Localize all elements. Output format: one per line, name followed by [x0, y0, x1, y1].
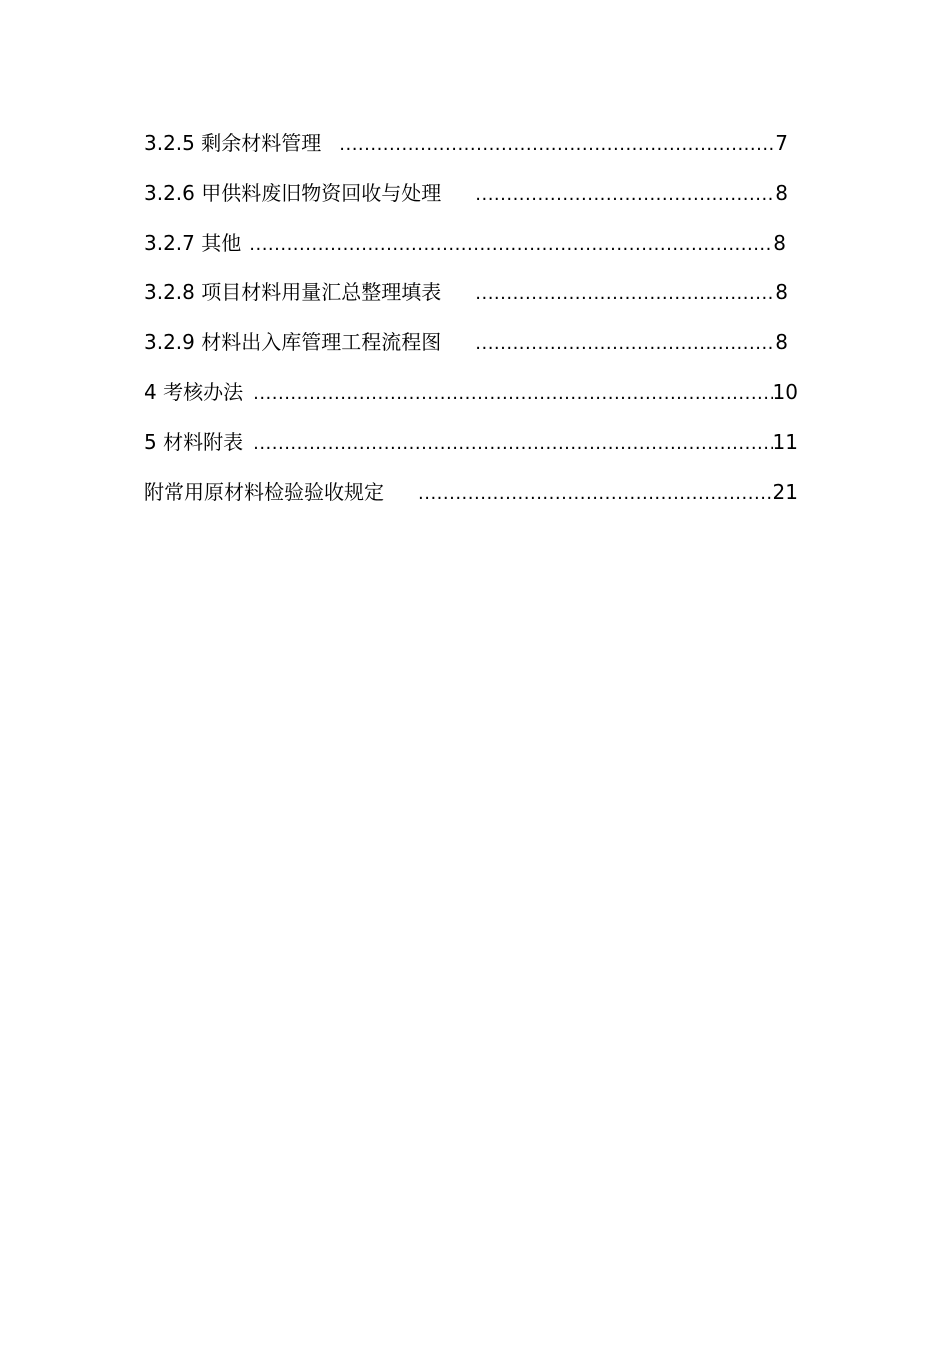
toc-entry[interactable]	[144, 277, 800, 327]
toc-entry-title: 3.2.9 材料出入库管理工程流程图	[144, 330, 442, 355]
toc-entry-title: 5 材料附表	[144, 429, 244, 454]
toc-entry[interactable]	[144, 128, 800, 178]
toc-entry-page: 8	[773, 230, 786, 255]
toc-entry[interactable]	[144, 178, 800, 228]
toc-entry[interactable]	[144, 377, 800, 427]
toc-entry-title: 4 考核办法	[144, 379, 244, 404]
toc-dot-leader	[475, 329, 775, 359]
toc-dot-leader	[418, 479, 773, 509]
toc-entry-title: 3.2.5 剩余材料管理	[144, 131, 322, 155]
toc-entry[interactable]	[144, 327, 800, 377]
toc-entry-page: 11	[772, 429, 798, 454]
toc-dot-leader	[253, 379, 772, 409]
toc-dot-leader	[249, 230, 773, 260]
toc-entry-title: 3.2.8 项目材料用量汇总整理填表	[144, 280, 442, 305]
toc-dot-leader	[253, 429, 772, 459]
toc-entry-page: 10	[772, 379, 798, 404]
toc-entry-title: 3.2.7 其他	[144, 230, 242, 255]
toc-entry-title: 3.2.6 甲供料废旧物资回收与处理	[144, 180, 442, 205]
toc-dot-leader	[475, 279, 775, 309]
table-of-contents	[144, 128, 800, 526]
toc-entry-title: 附常用原材料检验验收规定	[144, 479, 384, 504]
toc-entry-page: 8	[775, 330, 788, 355]
toc-dot-leader	[339, 130, 775, 160]
toc-entry-page: 21	[772, 479, 798, 504]
toc-entry[interactable]	[144, 427, 800, 477]
toc-dot-leader	[475, 180, 775, 210]
toc-entry-page: 8	[775, 280, 788, 305]
toc-entry-page: 8	[775, 180, 788, 205]
toc-entry[interactable]	[144, 228, 800, 278]
toc-entry-page: 7	[775, 131, 788, 155]
toc-entry[interactable]	[144, 477, 800, 527]
